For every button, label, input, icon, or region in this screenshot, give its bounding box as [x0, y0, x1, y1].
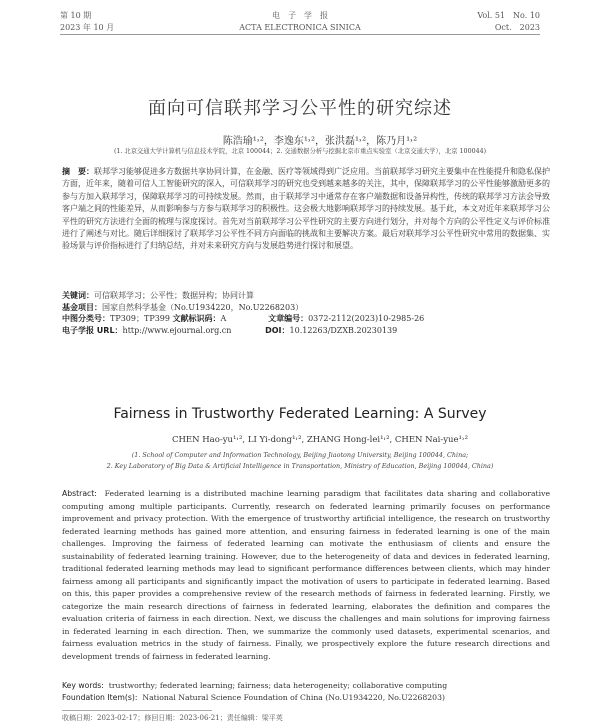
journal-name-cn: 电 子 学 报: [272, 11, 328, 20]
abstract-cn: [62, 166, 550, 253]
affiliation-en-line-1: (1. School of Computer and Information Technology, Beijing Jiaotong University, Beijing 100044, China;: [131, 451, 469, 459]
clc-value: TP309；TP399: [110, 314, 170, 323]
received-dates-footnote: 收稿日期：2023-02-17；修回日期：2023-06-21；责任编辑：梁平英: [62, 714, 283, 722]
keywords-en-row: [62, 680, 550, 692]
volume-date: Oct. 2023: [494, 23, 540, 32]
keywords-cn-text: 可信联邦学习；公平性；数据异构；协同计算: [94, 291, 254, 300]
affiliation-cn: (1. 北京交通大学计算机与信息技术学院，北京 100044；2. 交通数据分析与挖掘北京市重点实验室（北京交通大学），北京 100044): [113, 148, 487, 155]
abstract-en-text: Federated learning is a distributed machine learning paradigm that facilitates data sharing and collaborative computing among multiple participants. Currently, research on federated learning primarily focuses on performance improvement and privacy protection. With the emergence of trustworthy artificial intelligence, the research on trustworthy federated learning methods has gained more attention, and ensuring fairness in federated learning is one of the main challenges. Improving the fairness of federated learning can motivate the enthusiasm of clients and ensure the sustainability of federated learning training. However, due to the heterogeneity of data and devices in federated learning, traditional federated learning methods may lead to significant performance differences between clients, which may hinder fairness among all participants and significantly impact the motivation of users to participate in federated learning. Based on this, this paper provides a comprehensive review of the research methods of fairness in federated learning. Firstly, we categorize the main research directions of fairness in federated learning, elaborates the definition and compares the evaluation criteria of fairness in each direction. Next, we discuss the challenges and main solutions for improving fairness in federated learning in each direction. Then, we summarize the commonly used datasets, experimental scenarios, and fairness evaluation metrics in the study of fairness. Finally, we prospectively explore the future research directions and development trends of fairness in federated learning.: [62, 489, 550, 661]
paper-title-en: Fairness in Trustworthy Federated Learning: A Survey: [113, 406, 487, 422]
running-header: [60, 10, 540, 42]
abstract-cn-text: 联邦学习能够促进多方数据共享协同计算，在金融、医疗等领域得到广泛应用。当前联邦学习研究主要集中在性能提升和隐私保护方面，近年来，随着可信人工智能研究的深入，可信联邦学习的研究也受到越来越多的关注，其中，保障联邦学习的公平性能够激励更多的参与方加入联邦学习，保障联邦学习的可持续发展。然而，由于联邦学习中通常存在客户端数据和设备异构性，传统的联邦学习方法会导致客户端之间的性能差异，从而影响参与方参与联邦学习的积极性。这会极大地影响联邦学习的持续发展。基于此，本文对近年来联邦学习公平性的研究方法进行全面的梳理与深度探讨。首先对当前联邦学习公平性研究的主要方向进行划分，并对每个方向的公平性定义与评价标准进行了阐述与对比。随后详细探讨了联邦学习公平性不同方向面临的挑战和主要解决方案。最后对联邦学习公平性研究中常用的数据集、实验场景与评价指标进行了归纳总结，并对未来研究方向与发展趋势进行探讨和展望。: [62, 167, 550, 251]
header-center: [60, 10, 540, 34]
doi-label: DOI：: [265, 325, 290, 335]
journal-name-en: ACTA ELECTRONICA SINICA: [239, 23, 361, 32]
doi-value[interactable]: 10.12263/DZXB.20230139: [289, 325, 398, 335]
authors-en: CHEN Hao-yu¹˒², LI Yi-dong¹˒², ZHANG Hong-lei¹˒², CHEN Nai-yue¹˒²: [172, 435, 468, 445]
issue-date: 2023 年 10 月: [60, 23, 115, 32]
authors-cn: 陈浩瑜¹˒²，李逸东¹˒²，张洪磊¹˒²，陈乃月¹˒²: [222, 136, 418, 147]
doc-code-value: A: [220, 314, 227, 323]
fund-en-row: [62, 692, 550, 704]
metadata-en: [62, 680, 550, 704]
affiliation-en: [0, 450, 600, 472]
doc-code-label: 文献标识码：: [172, 314, 221, 323]
fund-en-label: Foundation Item(s):: [62, 693, 138, 702]
volume-number: Vol. 51 No. 10: [477, 11, 540, 20]
url-row: [62, 325, 550, 337]
fund-cn-text: 国家自然科学基金（No.U1934220，No.U2268203）: [102, 302, 304, 312]
fund-cn-label: 基金项目：: [62, 302, 102, 312]
journal-url-link[interactable]: http://www.ejournal.org.cn: [122, 325, 232, 335]
paper-title-cn: 面向可信联邦学习公平性的研究综述: [148, 98, 452, 119]
metadata-cn: [62, 290, 550, 336]
keywords-en-text: trustworthy; federated learning; fairness; data heterogeneity; collaborative computing: [108, 681, 448, 690]
abstract-en-label: Abstract:: [62, 489, 97, 498]
issue-number: 第 10 期: [60, 11, 92, 20]
article-number-label: 文章编号：: [268, 314, 309, 323]
keywords-en-label: Key words:: [62, 681, 104, 690]
footer-divider: [62, 710, 212, 711]
header-right: [477, 10, 540, 34]
abstract-en: [62, 488, 550, 663]
fund-en-text: National Natural Science Foundation of China (No.U1934220, No.U2268203): [142, 693, 445, 702]
keywords-cn-label: 关键词：: [62, 291, 94, 300]
keywords-cn-row: [62, 290, 550, 302]
abstract-cn-label: 摘 要：: [62, 167, 94, 176]
classification-row: [62, 313, 550, 325]
journal-url-label: 电子学报 URL：: [62, 325, 123, 335]
affiliation-en-line-2: 2. Key Laboratory of Big Data & Artificial Intelligence in Transportation, Ministry of Education, Beijing 100044, China): [106, 462, 494, 470]
header-divider: [60, 34, 540, 35]
fund-cn-row: [62, 302, 550, 314]
clc-label: 中图分类号：: [62, 314, 110, 323]
article-number-value: 0372-2112(2023)10-2985-26: [308, 314, 425, 323]
